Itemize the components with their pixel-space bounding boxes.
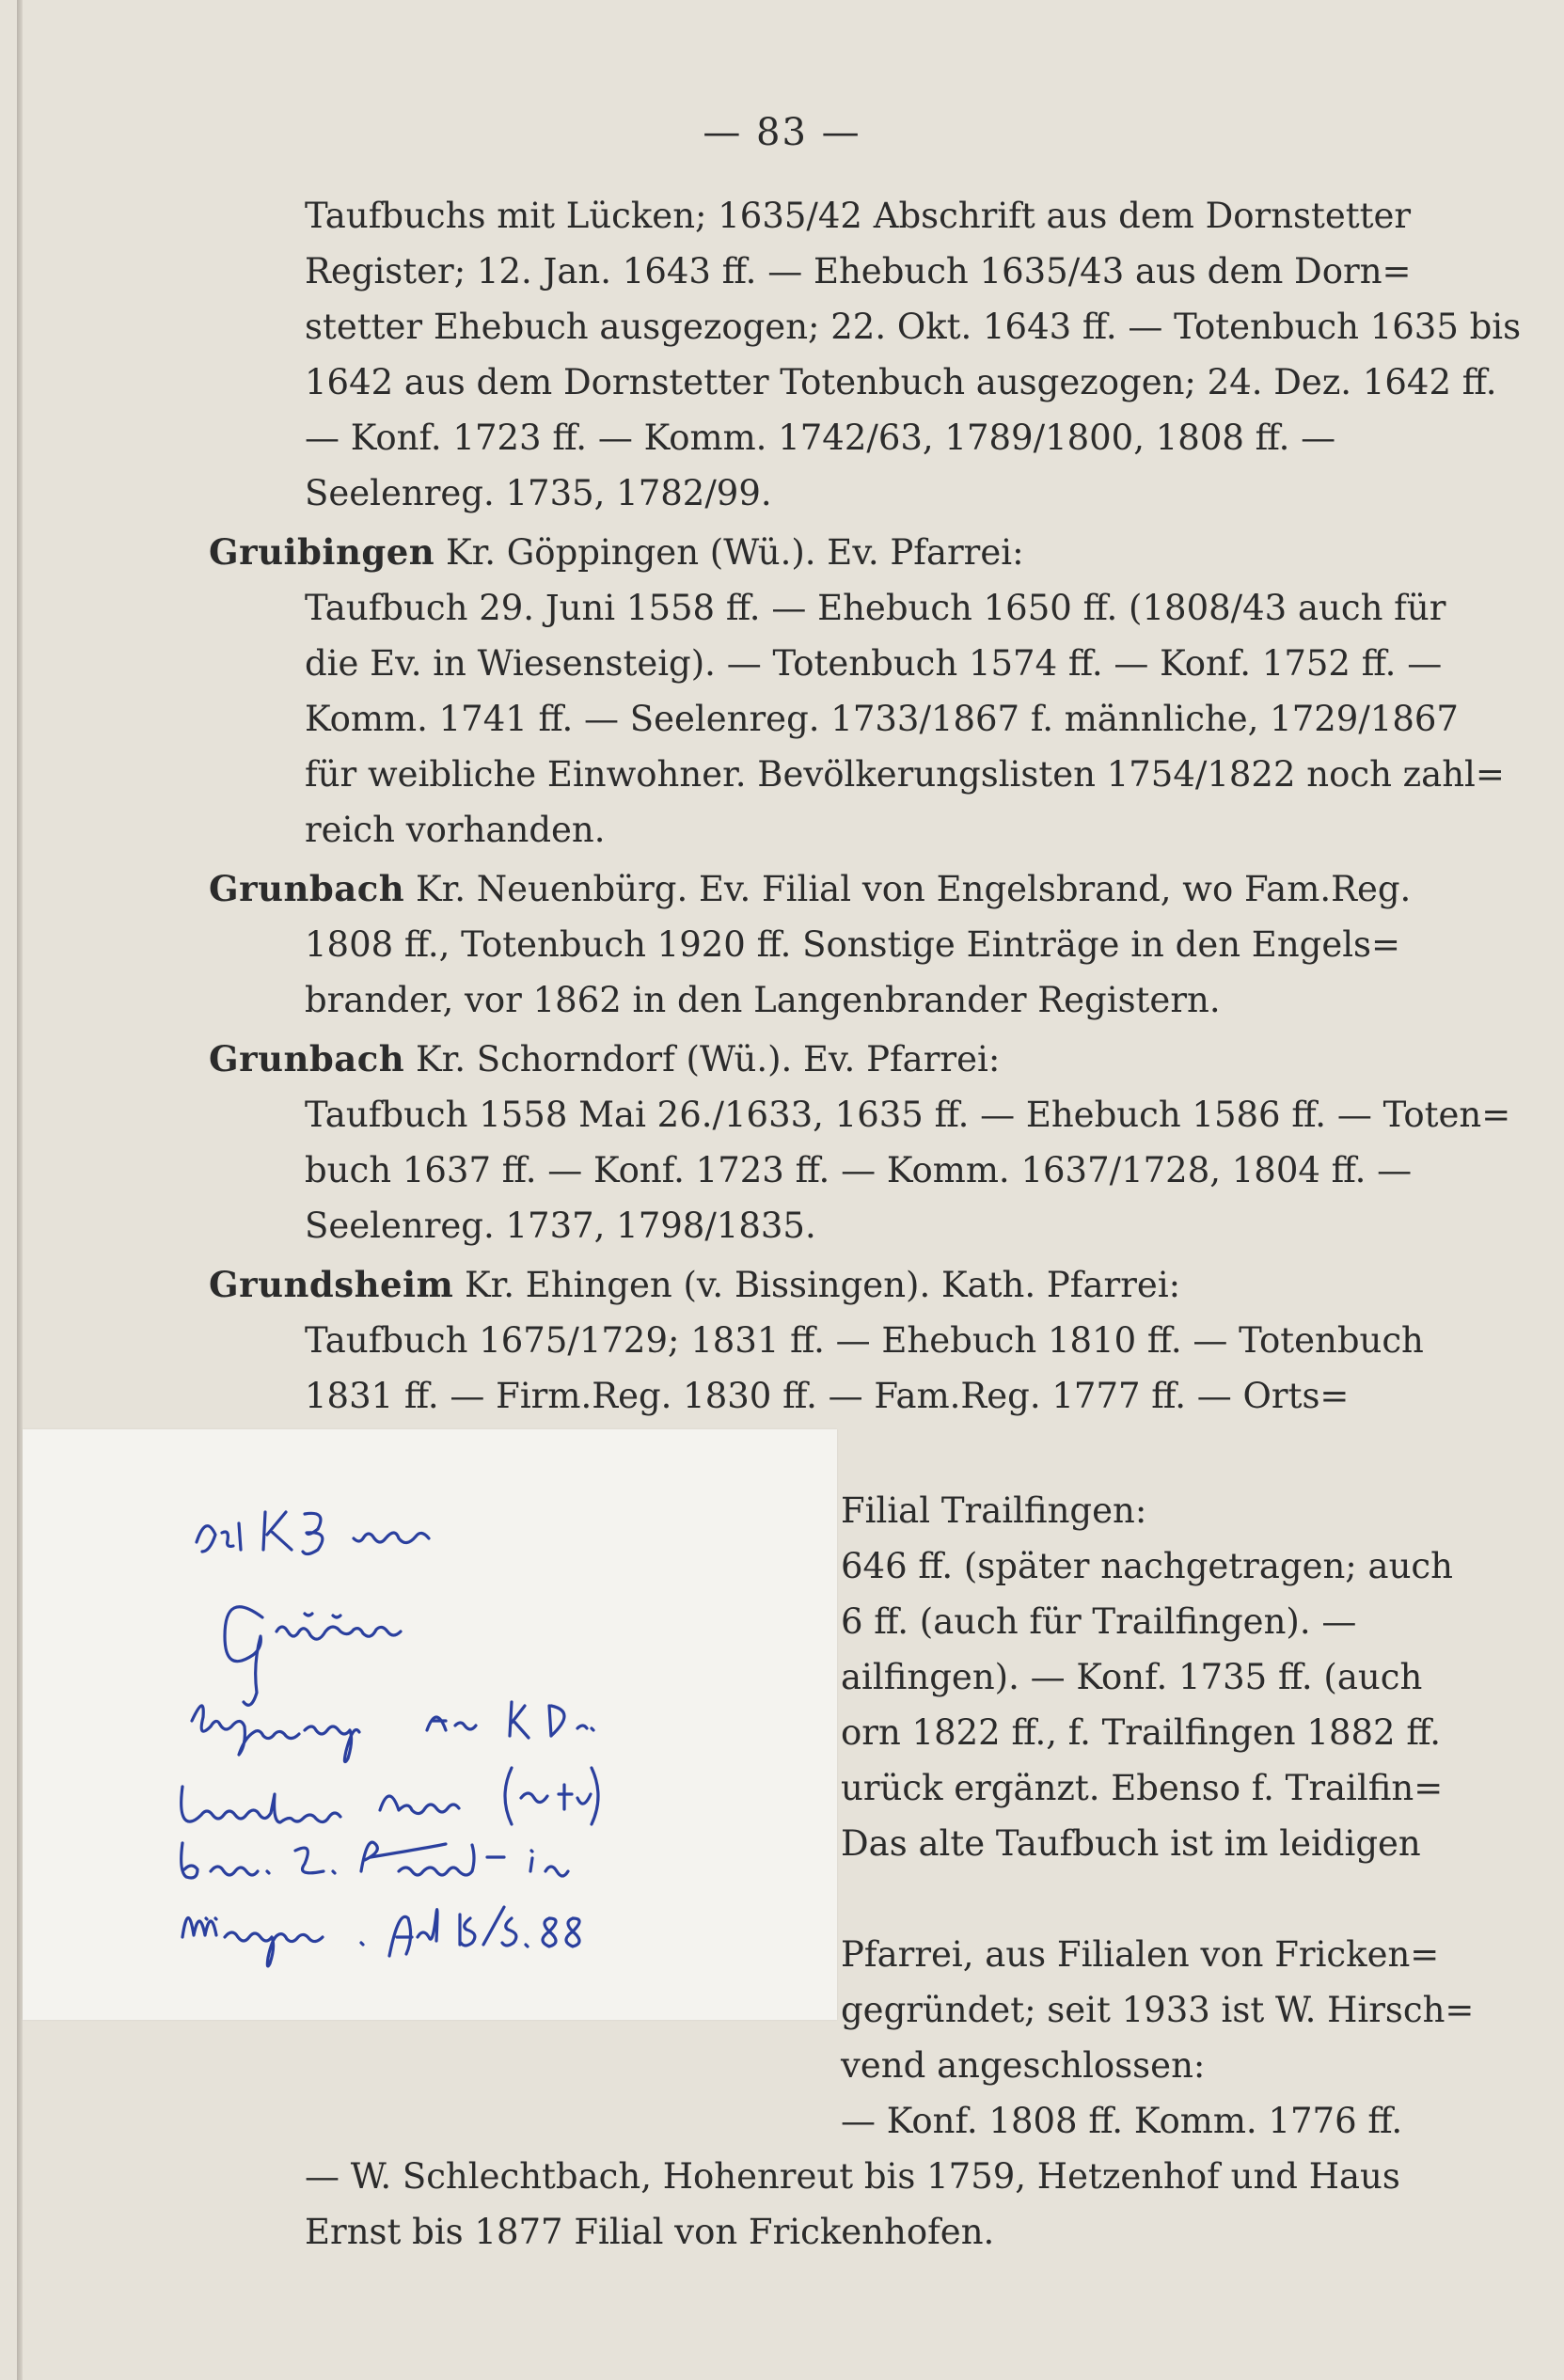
entry-line: Taufbuch 29. Juni 1558 ff. — Ehebuch 1650 ff. (1808/43 auch für bbox=[305, 588, 1446, 628]
entry-line-partial: vend angeschlossen: bbox=[841, 2045, 1206, 2086]
entry-grunbach-schorndorf bbox=[209, 1032, 1511, 1253]
entry-line: — W. Schlechtbach, Hohenreut bis 1759, Hetzenhof und Haus bbox=[305, 2156, 1400, 2197]
entry-head-text: Kr. Göppingen (Wü.). Ev. Pfarrei: bbox=[445, 532, 1024, 573]
entry-heading bbox=[209, 861, 1422, 917]
entry-line-partial: Pfarrei, aus Filialen von Fricken= bbox=[841, 1934, 1440, 1975]
entry-line: Taufbuch 1675/1729; 1831 ff. — Ehebuch 1810 ff. — Totenbuch bbox=[305, 1320, 1424, 1361]
entry-line: Ernst bis 1877 Filial von Frickenhofen. bbox=[305, 2212, 995, 2252]
entry-heading bbox=[209, 1257, 1422, 1313]
entry-line-partial: gegründet; seit 1933 ist W. Hirsch= bbox=[841, 1990, 1475, 2030]
entry-gruibingen bbox=[209, 525, 1505, 858]
entry-line-partial: ailfingen). — Konf. 1735 ff. (auch bbox=[841, 1657, 1423, 1697]
entry-grunbach-neuenbuerg bbox=[209, 861, 1422, 1028]
entry-line: Register; 12. Jan. 1643 ff. — Ehebuch 1635/43 aus dem Dorn= bbox=[305, 251, 1412, 292]
entry-line: Seelenreg. 1735, 1782/99. bbox=[305, 473, 772, 513]
entry-headword: Grunbach bbox=[209, 1038, 405, 1080]
entry-line-partial: 6 ff. (auch für Trailfingen). — bbox=[841, 1601, 1357, 1642]
entry-headword: Gruibingen bbox=[209, 531, 435, 573]
entry-line-partial: urück ergänzt. Ebenso f. Trailfin= bbox=[841, 1768, 1444, 1808]
entry-line-partial: 646 ff. (später nachgetragen; auch bbox=[841, 1546, 1453, 1586]
entry-headword: Grundsheim bbox=[209, 1264, 454, 1305]
entry-line: 1831 ff. — Firm.Reg. 1830 ff. — Fam.Reg. 1777 ff. — Orts= bbox=[305, 1376, 1350, 1416]
entry-line: buch 1637 ff. — Konf. 1723 ff. — Komm. 1637/1728, 1804 ff. — bbox=[305, 1150, 1413, 1190]
entry-line-partial: orn 1822 ff., f. Trailfingen 1882 ff. bbox=[841, 1712, 1442, 1753]
entry-line: brander, vor 1862 in den Langenbrander Registern. bbox=[305, 980, 1221, 1020]
entry-line: reich vorhanden. bbox=[305, 810, 606, 850]
entry-continuation bbox=[209, 188, 1522, 521]
entry-line-partial: Das alte Taufbuch ist im leidigen bbox=[841, 1823, 1421, 1864]
handwritten-sticky-note bbox=[23, 1429, 837, 2020]
entry-heading bbox=[209, 525, 1422, 580]
entry-line: Seelenreg. 1737, 1798/1835. bbox=[305, 1206, 816, 1246]
entry-line: 1642 aus dem Dornstetter Totenbuch ausgezogen; 24. Dez. 1642 ff. bbox=[305, 362, 1497, 402]
entry-line: 1808 ff., Totenbuch 1920 ff. Sonstige Einträge in den Engels= bbox=[305, 924, 1401, 965]
entry-line: die Ev. in Wiesensteig). — Totenbuch 1574 ff. — Konf. 1752 ff. — bbox=[305, 643, 1443, 684]
handwriting-drawing bbox=[23, 1429, 837, 2020]
entry-line: Komm. 1741 ff. — Seelenreg. 1733/1867 f. männliche, 1729/1867 bbox=[305, 699, 1459, 739]
entry-head-text: Kr. Neuenbürg. Ev. Filial von Engelsbrand, wo Fam.Reg. bbox=[415, 869, 1412, 909]
entry-line: stetter Ehebuch ausgezogen; 22. Okt. 1643 ff. — Totenbuch 1635 bis bbox=[305, 307, 1522, 347]
entry-head-text: Kr. Ehingen (v. Bissingen). Kath. Pfarrei: bbox=[465, 1265, 1181, 1305]
page-number: — 83 — bbox=[703, 111, 861, 154]
entry-line-partial: — Konf. 1808 ff. Komm. 1776 ff. bbox=[841, 2101, 1403, 2141]
entry-head-text: Kr. Schorndorf (Wü.). Ev. Pfarrei: bbox=[415, 1039, 1001, 1080]
entry-line: — Konf. 1723 ff. — Komm. 1742/63, 1789/1800, 1808 ff. — bbox=[305, 418, 1336, 458]
entry-line: für weibliche Einwohner. Bevölkerungslisten 1754/1822 noch zahl= bbox=[305, 754, 1505, 795]
entry-headword: Grunbach bbox=[209, 868, 405, 909]
entry-heading bbox=[209, 1032, 1422, 1087]
entry-heading-partial: Filial Trailfingen: bbox=[841, 1490, 1147, 1531]
entry-line: Taufbuchs mit Lücken; 1635/42 Abschrift aus dem Dornstetter bbox=[305, 196, 1412, 236]
page-binding-edge bbox=[17, 0, 23, 2380]
entry-line: Taufbuch 1558 Mai 26./1633, 1635 ff. — Ehebuch 1586 ff. — Toten= bbox=[305, 1095, 1511, 1135]
